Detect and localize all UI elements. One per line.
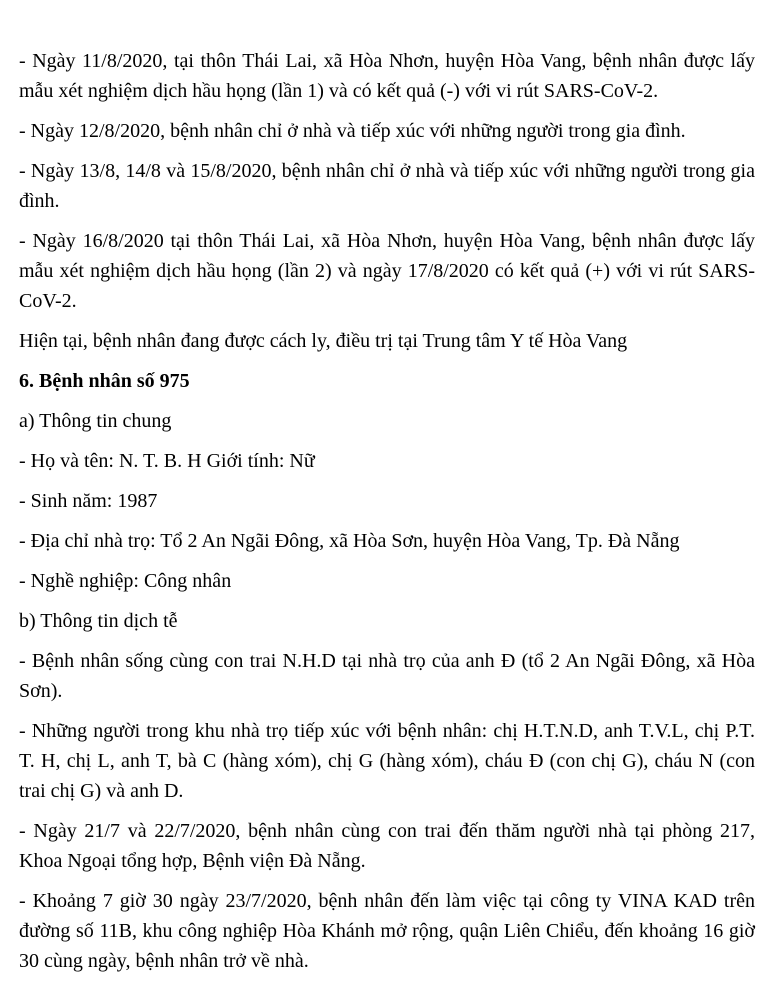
- paragraph-name-gender: - Họ và tên: N. T. B. H Giới tính: Nữ: [19, 450, 315, 472]
- section-heading-patient-975: 6. Bệnh nhân số 975: [19, 370, 190, 392]
- paragraph-date-12-8: - Ngày 12/8/2020, bệnh nhân chỉ ở nhà và tiếp xúc với những người trong gia đình.: [19, 120, 686, 142]
- paragraph-address: - Địa chỉ nhà trọ: Tổ 2 An Ngãi Đông, xã Hòa Sơn, huyện Hòa Vang, Tp. Đà Nẵng: [19, 530, 680, 552]
- paragraph-occupation: - Nghề nghiệp: Công nhân: [19, 570, 232, 592]
- paragraph-test-2-positive: - Ngày 16/8/2020 tại thôn Thái Lai, xã Hòa Nhơn, huyện Hòa Vang, bệnh nhân được lấy mẫu xét nghiệm dịch hầu họng (lần 2) và ngày 17/8/2020 có kết quả (+) với vi rút SARS-CoV-2.: [19, 230, 755, 312]
- paragraph-work-visit: - Khoảng 7 giờ 30 ngày 23/7/2020, bệnh nhân đến làm việc tại công ty VINA KAD trên đường số 11B, khu công nghiệp Hòa Khánh mở rộng, quận Liên Chiểu, đến khoảng 16 giờ 30 cùng ngày, bệnh nhân trở về nhà.: [19, 890, 755, 972]
- paragraph-epidemiology-label: b) Thông tin dịch tễ: [19, 610, 178, 632]
- paragraph-birth-year: - Sinh năm: 1987: [19, 490, 158, 512]
- paragraph-hospital-visit: - Ngày 21/7 và 22/7/2020, bệnh nhân cùng con trai đến thăm người nhà tại phòng 217, Khoa Ngoại tổng hợp, Bệnh viện Đà Nẵng.: [19, 820, 755, 872]
- paragraph-living-situation: - Bệnh nhân sống cùng con trai N.H.D tại nhà trọ của anh Đ (tổ 2 An Ngãi Đông, xã Hòa Sơn).: [19, 650, 755, 702]
- paragraph-contacts-list: - Những người trong khu nhà trọ tiếp xúc với bệnh nhân: chị H.T.N.D, anh T.V.L, chị P.T. T. H, chị L, anh T, bà C (hàng xóm), chị G (hàng xóm), cháu Đ (con chị G), cháu N (con trai chị G) và anh D.: [19, 720, 755, 802]
- paragraph-test-1-negative: - Ngày 11/8/2020, tại thôn Thái Lai, xã Hòa Nhơn, huyện Hòa Vang, bệnh nhân được lấy mẫu xét nghiệm dịch hầu họng (lần 1) và có kết quả (-) với vi rút SARS-CoV-2.: [19, 50, 755, 102]
- paragraph-current-status: Hiện tại, bệnh nhân đang được cách ly, điều trị tại Trung tâm Y tế Hòa Vang: [19, 330, 628, 352]
- paragraph-date-13-15-8: - Ngày 13/8, 14/8 và 15/8/2020, bệnh nhân chỉ ở nhà và tiếp xúc với những người trong gia đình.: [19, 160, 755, 212]
- paragraph-general-info-label: a) Thông tin chung: [19, 410, 172, 432]
